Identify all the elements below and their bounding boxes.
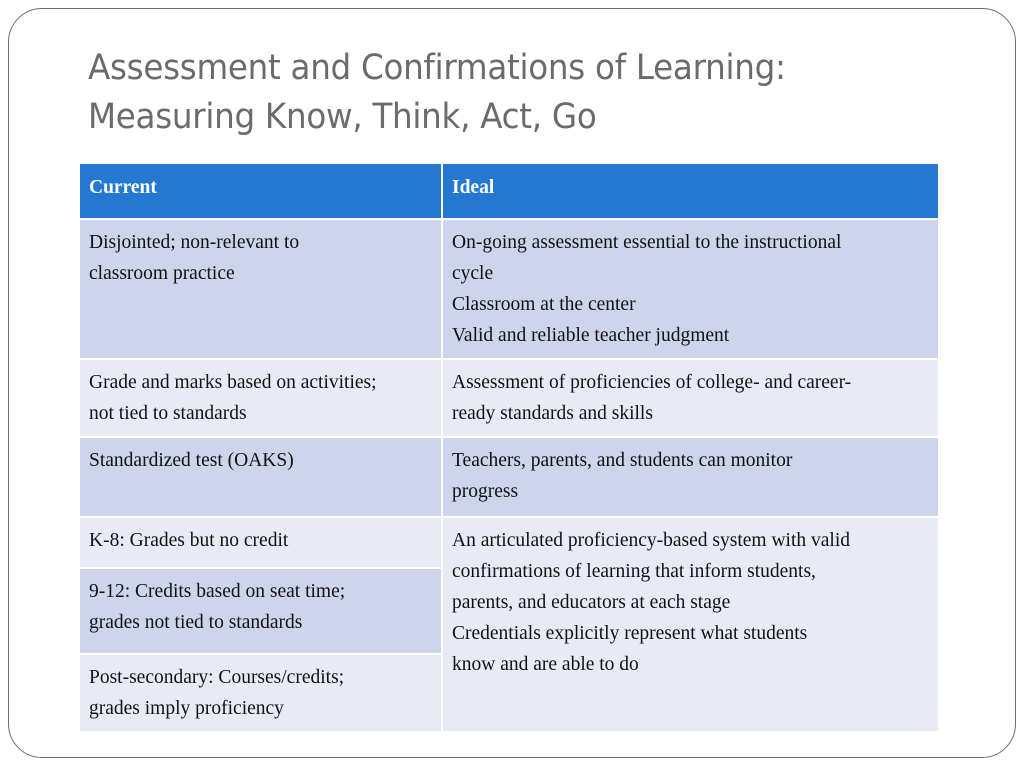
cell-text: Valid and reliable teacher judgment (452, 325, 730, 346)
table-row (79, 517, 939, 568)
cell-text: confirmations of learning that inform students, (452, 561, 816, 582)
ideal-cell (442, 219, 939, 359)
cell-text: progress (452, 481, 519, 502)
comparison-table (78, 162, 940, 733)
cell-text: cycle (452, 263, 494, 284)
cell-text: grades not tied to standards (89, 612, 303, 633)
current-cell (79, 437, 442, 517)
cell-text: parents, and educators at each stage (452, 592, 731, 613)
cell-text: Standardized test (OAKS) (89, 450, 294, 471)
cell-text: On-going assessment essential to the instructional (452, 232, 842, 253)
current-cell (79, 517, 442, 568)
cell-text: Disjointed; non-relevant to (89, 232, 300, 253)
table-row (79, 359, 939, 437)
cell-text: Assessment of proficiencies of college- and career- (452, 372, 852, 393)
table-row (79, 219, 939, 359)
ideal-cell (442, 437, 939, 517)
cell-text: grades imply proficiency (89, 698, 284, 719)
current-cell (79, 568, 442, 654)
column-header-current: Current (79, 163, 442, 219)
cell-text: know and are able to do (452, 654, 639, 675)
slide-title-line-2: Measuring Know, Think, Act, Go (88, 97, 597, 137)
cell-text: ready standards and skills (452, 403, 653, 424)
current-cell (79, 359, 442, 437)
cell-text: Grade and marks based on activities; (89, 372, 377, 393)
cell-text: K-8: Grades but no credit (89, 530, 289, 551)
cell-text: Teachers, parents, and students can monitor (452, 450, 793, 471)
column-header-ideal: Ideal (442, 163, 939, 219)
ideal-cell-merged (442, 517, 939, 732)
ideal-cell (442, 359, 939, 437)
current-cell (79, 219, 442, 359)
cell-text: not tied to standards (89, 403, 247, 424)
cell-text: 9-12: Credits based on seat time; (89, 581, 346, 602)
table-header-row (79, 163, 939, 219)
cell-text: An articulated proficiency-based system with valid (452, 530, 850, 551)
table-row (79, 437, 939, 517)
cell-text: Post-secondary: Courses/credits; (89, 667, 345, 688)
slide-title-line-1: Assessment and Confirmations of Learning: (88, 48, 786, 88)
cell-text: Classroom at the center (452, 294, 636, 315)
slide-title (88, 44, 888, 142)
cell-text: Credentials explicitly represent what students (452, 623, 808, 644)
current-cell (79, 654, 442, 732)
cell-text: classroom practice (89, 263, 235, 284)
